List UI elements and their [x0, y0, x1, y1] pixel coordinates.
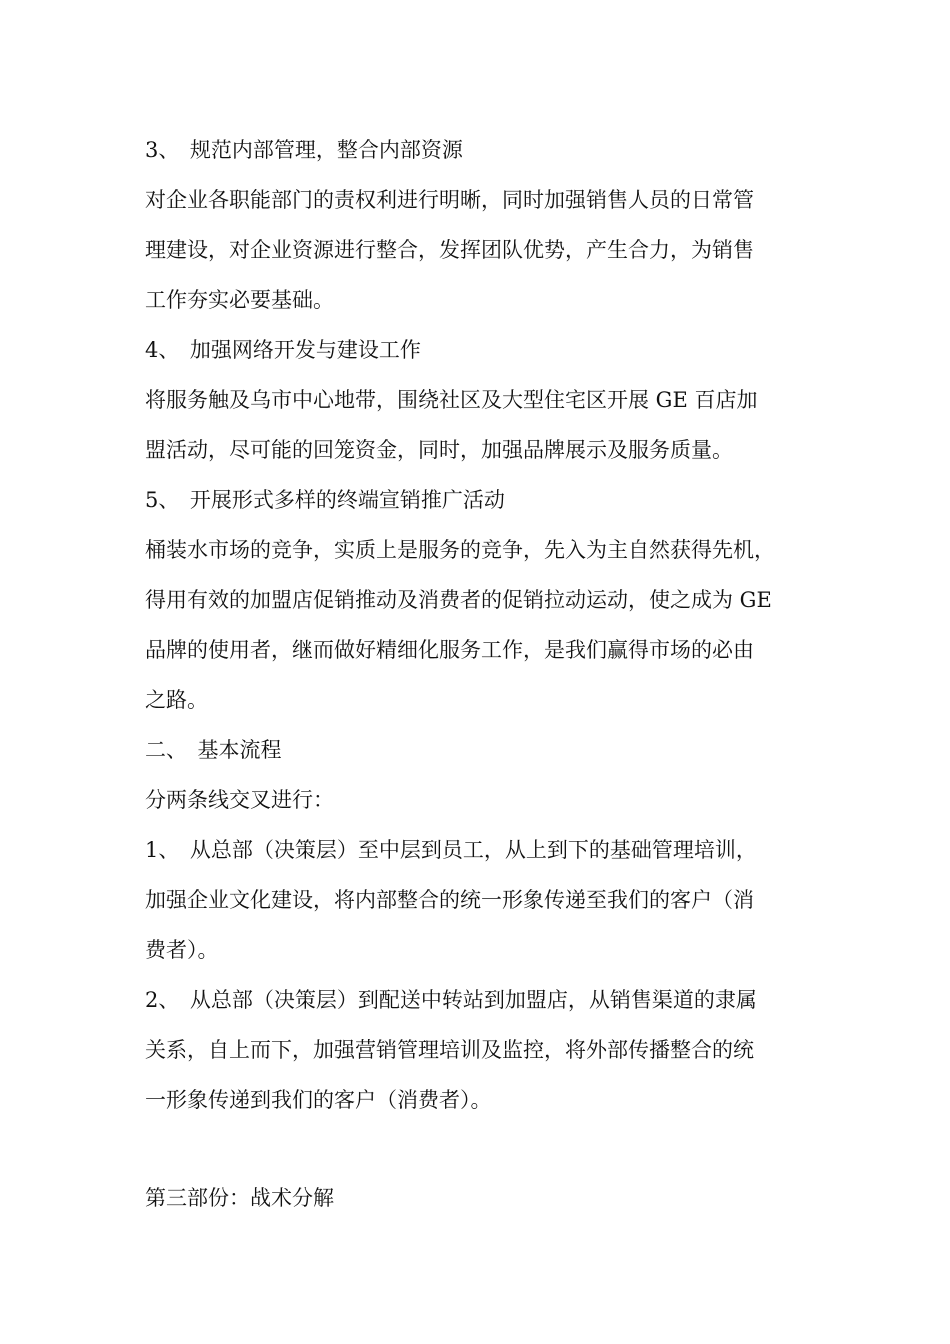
- list-item-2: 2、 从总部（决策层）到配送中转站到加盟店，从销售渠道的隶属: [145, 988, 757, 1012]
- part-three-heading: 第三部份：战术分解: [145, 1186, 334, 1210]
- section-heading-4: 4、 加强网络开发与建设工作: [145, 338, 421, 362]
- paragraph-line: 桶装水市场的竞争，实质上是服务的竞争，先入为主自然获得先机，: [145, 538, 775, 562]
- paragraph-line: 理建设，对企业资源进行整合，发挥团队优势，产生合力，为销售: [145, 238, 754, 262]
- paragraph-line: 费者）。: [145, 938, 219, 962]
- paragraph-line: 加强企业文化建设，将内部整合的统一形象传递至我们的客户（消: [145, 888, 754, 912]
- paragraph-line: 将服务触及乌市中心地带，围绕社区及大型住宅区开展 GE 百店加: [145, 388, 758, 412]
- paragraph-line: 得用有效的加盟店促销推动及消费者的促销拉动运动，使之成为 GE: [145, 588, 772, 612]
- paragraph-line: 对企业各职能部门的责权利进行明晰，同时加强销售人员的日常管: [145, 188, 754, 212]
- section-heading-3: 3、 规范内部管理，整合内部资源: [145, 138, 463, 162]
- paragraph-line: 一形象传递到我们的客户（消费者）。: [145, 1088, 492, 1112]
- paragraph-line: 工作夯实必要基础。: [145, 288, 334, 312]
- paragraph-line: 分两条线交叉进行：: [145, 788, 334, 812]
- section-heading-basic-process: 二、 基本流程: [145, 738, 282, 762]
- paragraph-line: 关系，自上而下，加强营销管理培训及监控，将外部传播整合的统: [145, 1038, 754, 1062]
- paragraph-line: 品牌的使用者，继而做好精细化服务工作，是我们赢得市场的必由: [145, 638, 754, 662]
- paragraph-line: 盟活动，尽可能的回笼资金，同时，加强品牌展示及服务质量。: [145, 438, 733, 462]
- section-heading-5: 5、 开展形式多样的终端宣销推广活动: [145, 488, 505, 512]
- paragraph-line: 之路。: [145, 688, 208, 712]
- list-item-1: 1、 从总部（决策层）至中层到员工，从上到下的基础管理培训，: [145, 838, 757, 862]
